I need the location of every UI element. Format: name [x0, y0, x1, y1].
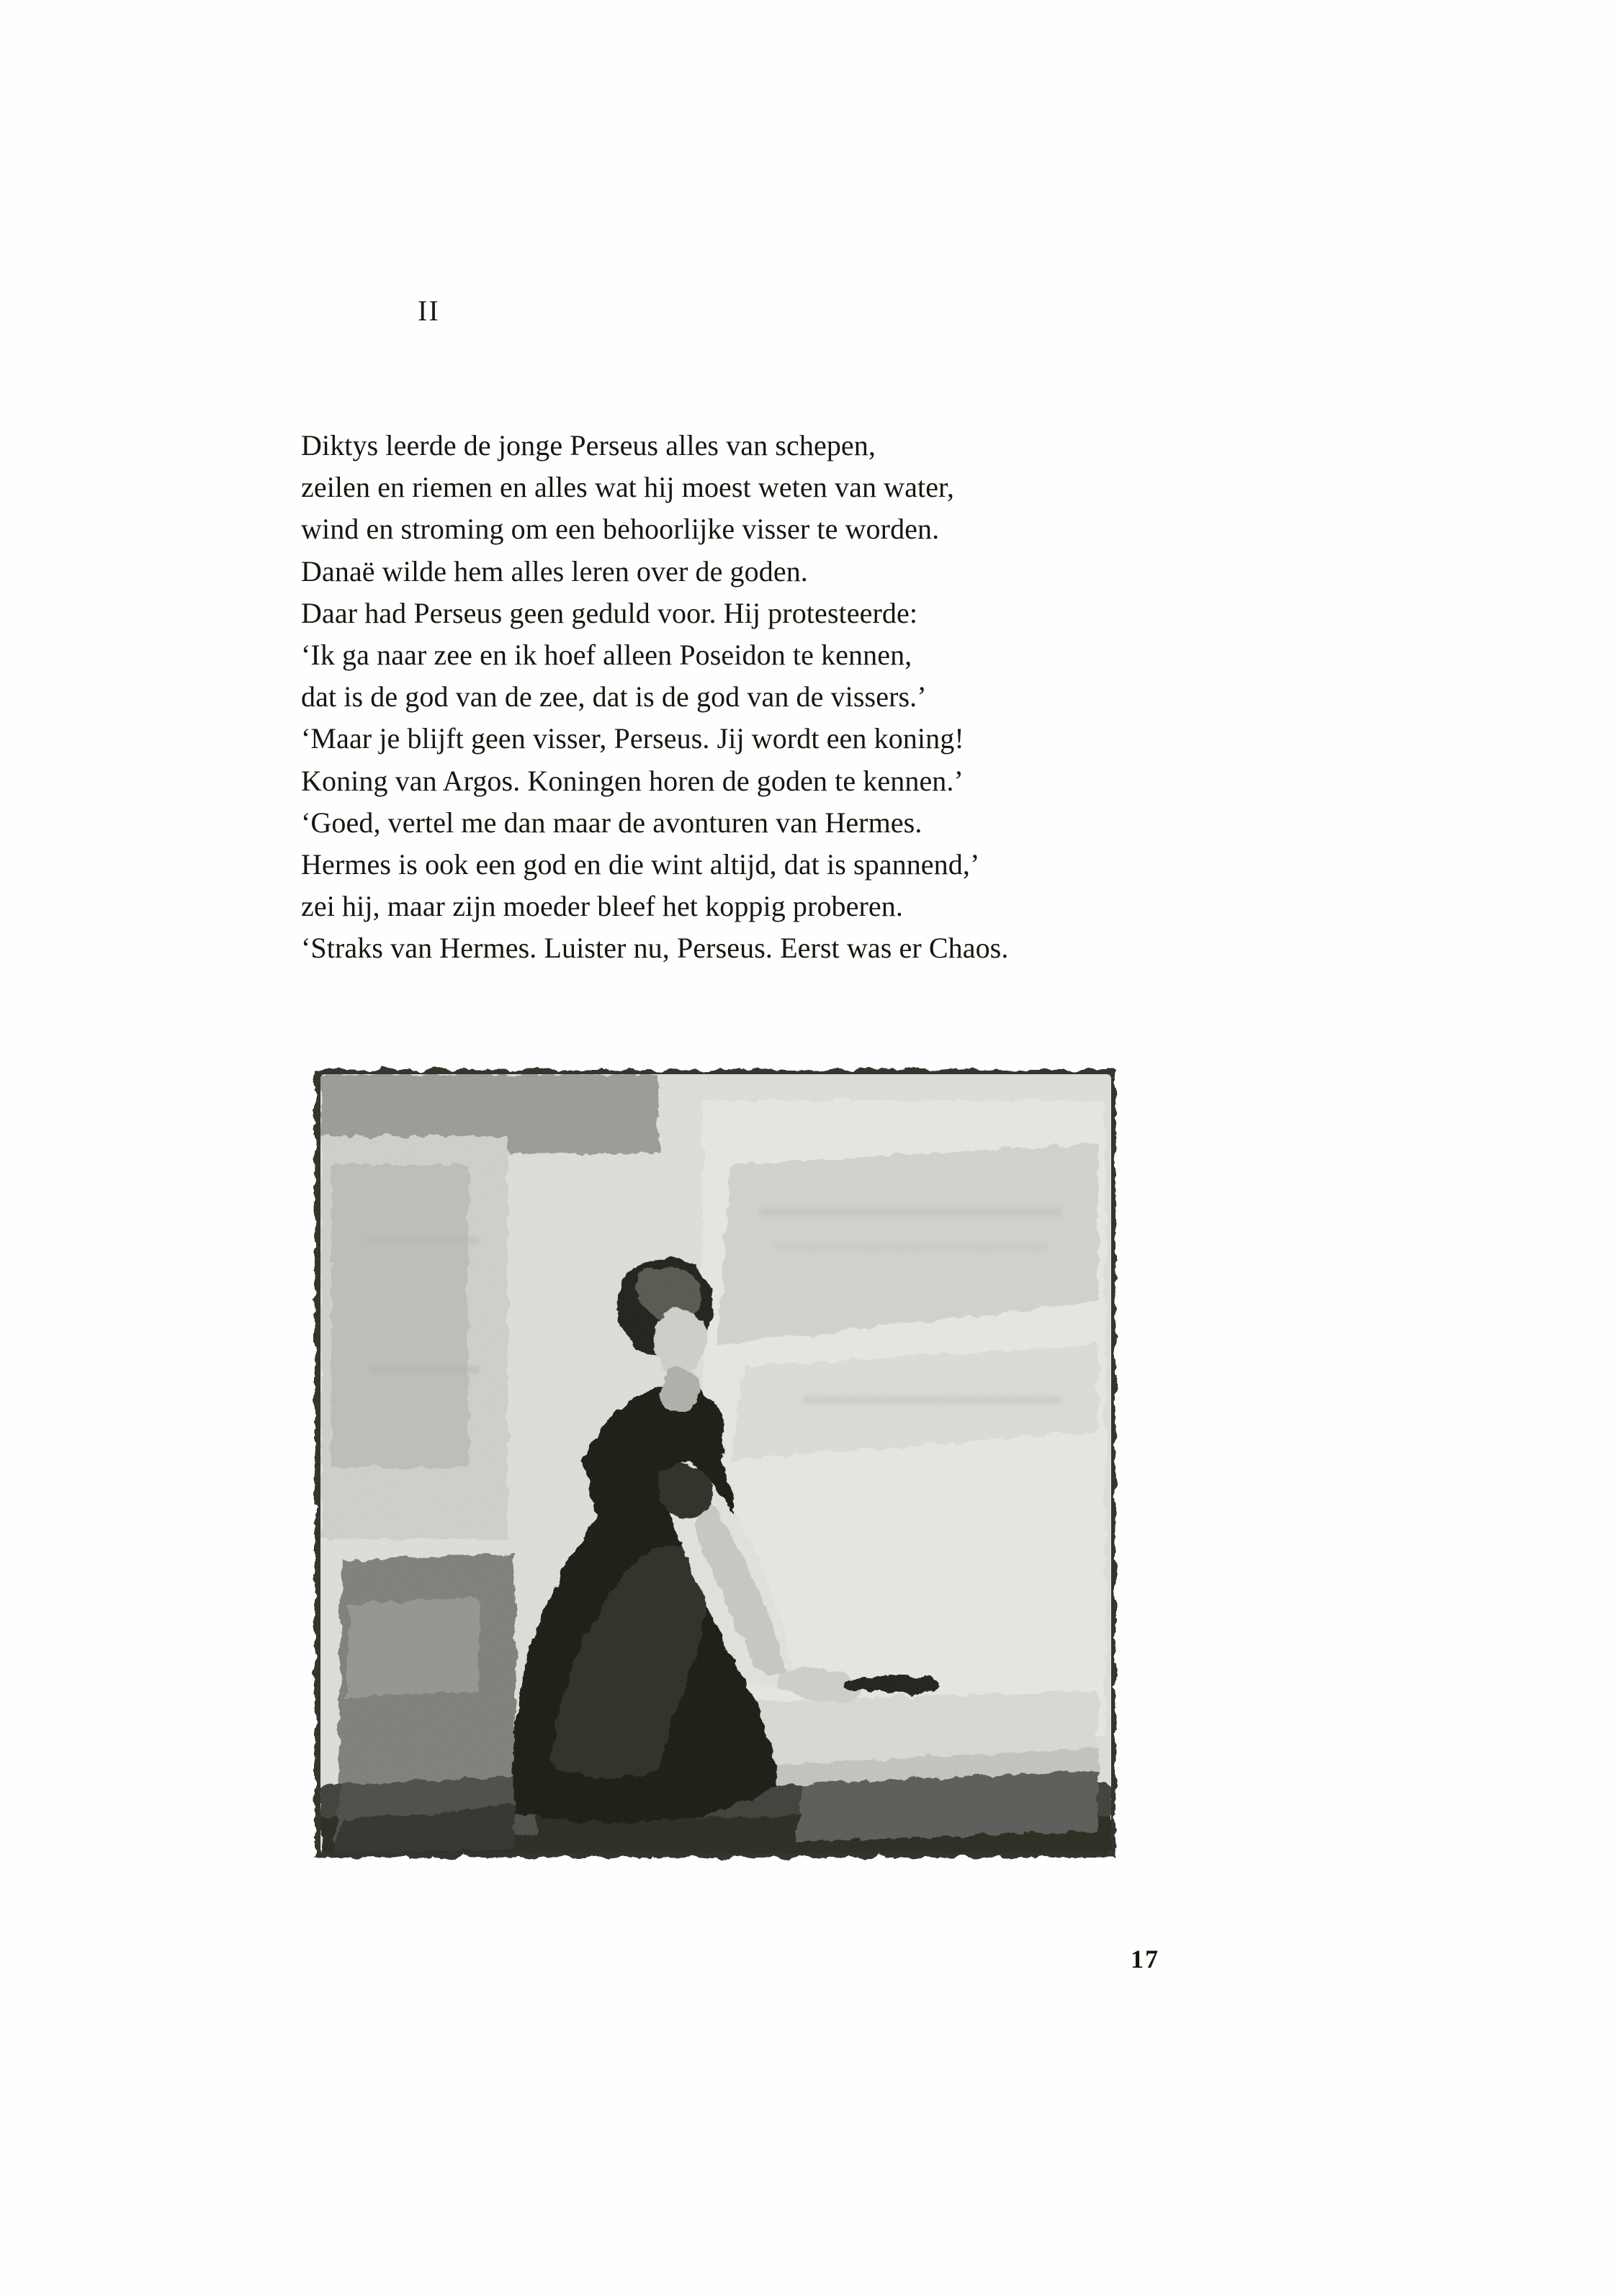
poem-line: Hermes is ook een god en die wint altijd, dat is spannend,’	[301, 848, 980, 881]
poem-line: zei hij, maar zijn moeder bleef het koppig proberen.	[301, 890, 903, 923]
poem-line: ‘Straks van Hermes. Luister nu, Perseus. Eerst was er Chaos.	[301, 932, 1009, 965]
poem-line: zeilen en riemen en alles wat hij moest weten van water,	[301, 471, 954, 504]
poem-line: Koning van Argos. Koningen horen de goden te kennen.’	[301, 764, 964, 797]
poem-line: Diktys leerde de jonge Perseus alles van schepen,	[301, 429, 876, 462]
illustration-image	[299, 1057, 1134, 1870]
page-number: 17	[1131, 1945, 1159, 1973]
poem-line: dat is de god van de zee, dat is de god van de vissers.’	[301, 680, 927, 713]
poem-line: wind en stroming om een behoorlijke visser te worden.	[301, 513, 940, 546]
poem-line: Daar had Perseus geen geduld voor. Hij protesteerde:	[301, 596, 918, 629]
poem-line: ‘Ik ga naar zee en ik hoef alleen Poseidon te kennen,	[301, 639, 912, 672]
poem-line: ‘Goed, vertel me dan maar de avonturen van Hermes.	[301, 806, 923, 839]
chapter-number: II	[418, 294, 440, 327]
poem-line: Danaë wilde hem alles leren over de goden.	[301, 554, 808, 587]
poem-line: ‘Maar je blijft geen visser, Perseus. Jij wordt een koning!	[301, 722, 964, 755]
poem-body	[301, 425, 1309, 970]
